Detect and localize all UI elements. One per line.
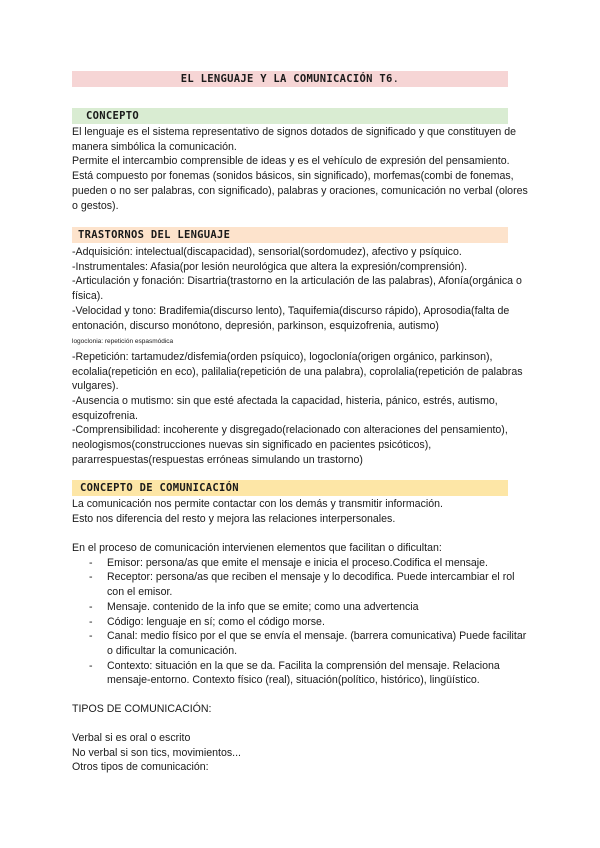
tipos-heading: TIPOS DE COMUNICACIÓN: xyxy=(72,703,212,715)
list-bullet: - xyxy=(89,630,93,643)
trastorno-item-text: -Velocidad y tono: Bradifemia(discurso lento), Taquifemia(discurso rápido), Aprosodia(falta de entonación, discurso monótono, depresión, parkinson, esquizofrenia, autismo) xyxy=(72,304,510,332)
elements-list xyxy=(72,556,532,688)
element-text: Receptor: persona/as que reciben el mensaje y lo decodifica. Puede intercambiar el rol con el emisor. xyxy=(107,571,515,599)
trastorno-item: -Comprensibilidad: incoherente y disgregado(relacionado con alteraciones del pensamiento), neologismos(construcciones nuevas sin significado en pacientes psicóticos), pararrespuestas(respuestas erróneas simulando un trastorno) xyxy=(72,424,508,466)
comunicacion-intro-line: La comunicación nos permite contactar con los demás y transmitir información. xyxy=(72,498,443,510)
list-item xyxy=(72,600,532,615)
trastorno-item: -Ausencia o mutismo: sin que esté afectada la capacidad, histeria, pánico, estrés, autismo, esquizofrenia. xyxy=(72,395,498,422)
list-item xyxy=(72,629,532,658)
elements-intro: En el proceso de comunicación intervienen elementos que facilitan o dificultan: xyxy=(72,542,442,554)
tipo-item: No verbal si son tics, movimientos... xyxy=(72,746,241,759)
trastorno-item: -Articulación y fonación: Disartria(trastorno en la articulación de las palabras), Afonía(orgánica o física). xyxy=(72,275,522,303)
section-heading-trastornos: TRASTORNOS DEL LENGUAJE xyxy=(72,227,508,243)
comunicacion-intro-line: Esto nos diferencia del resto y mejora las relaciones interpersonales. xyxy=(72,512,396,525)
comunicacion-intro xyxy=(72,497,532,526)
trastornos-body xyxy=(72,245,532,468)
list-bullet: - xyxy=(89,556,93,569)
element-text: Emisor: persona/as que emite el mensaje e inicia el proceso.Codifica el mensaje. xyxy=(107,556,488,569)
trastorno-item xyxy=(72,304,532,350)
trastorno-item: -Instrumentales: Afasia(por lesión neurológica que altera la expresión/comprensión). xyxy=(72,260,468,273)
trastorno-item: -Adquisición: intelectual(discapacidad), sensorial(sordomudez), afectivo y psíquico. xyxy=(72,246,462,258)
list-bullet: - xyxy=(89,615,93,628)
list-bullet: - xyxy=(89,571,93,584)
side-note: logoclonia: repetición espasmódica xyxy=(72,338,174,346)
element-text: Mensaje. contenido de la info que se emite; como una advertencia xyxy=(107,600,419,613)
list-item xyxy=(72,570,532,599)
elements-section xyxy=(72,541,532,688)
section-heading-concepto: CONCEPTO xyxy=(72,108,508,124)
title-dot: . xyxy=(392,73,400,85)
concepto-body xyxy=(72,125,532,213)
concepto-paragraph: Está compuesto por fonemas (sonidos básicos, sin significado), morfemas(combi de fonemas, pueden o no ser palabras, con significado), palabras y oraciones, comunicación no verbal (olores o gestos). xyxy=(72,170,528,212)
page-title xyxy=(72,71,508,87)
concepto-paragraph: El lenguaje es el sistema representativo de signos dotados de significado y que constituyen de manera simbólica la comunicación. xyxy=(72,126,517,153)
section-heading-comunicacion: CONCEPTO DE COMUNICACIÓN xyxy=(72,480,508,496)
list-bullet: - xyxy=(89,600,93,613)
element-text: Contexto: situación en la que se da. Facilita la comprensión del mensaje. Relaciona mensaje-entorno. Contexto físico (real), situación(político, histórico), lingüístico. xyxy=(107,659,500,687)
element-text: Código: lenguaje en sí; como el código morse. xyxy=(107,615,325,628)
tipo-item: Verbal si es oral o escrito xyxy=(72,732,191,744)
concepto-paragraph: Permite el intercambio comprensible de ideas y es el vehículo de expresión del pensamiento. xyxy=(72,155,510,168)
element-text: Canal: medio físico por el que se envía el mensaje. (barrera comunicativa) Puede facilitar o dificultar la comunicación. xyxy=(107,630,527,657)
tipo-item: Otros tipos de comunicación: xyxy=(72,761,209,774)
list-item xyxy=(72,615,532,630)
tipos-list xyxy=(72,731,532,775)
list-item xyxy=(72,556,532,571)
list-item xyxy=(72,659,532,688)
trastorno-item: -Repetición: tartamudez/disfemia(orden psíquico), logoclonía(origen orgánico, parkinson), ecolalia(repetición en eco), palilalia(repetición de una palabra), coprolalia(repetición de palabras vulgares). xyxy=(72,350,523,393)
title-text: EL LENGUAJE Y LA COMUNICACIÓN T6 xyxy=(180,73,393,85)
list-bullet: - xyxy=(89,659,93,672)
